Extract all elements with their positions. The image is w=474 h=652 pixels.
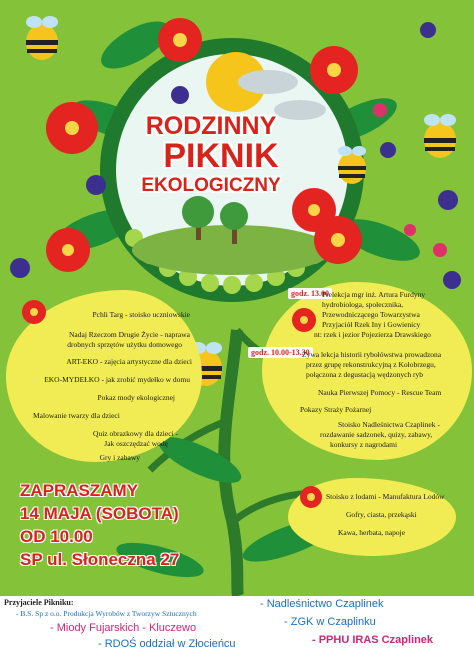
left-item-7: Quiz obrazkowy dla dzieci - xyxy=(93,429,178,438)
right-item-1-line-4: Przyjaciół Rzek Iny i Gowienicy xyxy=(322,320,421,329)
right-item-4: Pokazy Straży Pożarnej xyxy=(300,405,372,414)
right-item-3: Nauka Pierwszej Pomocy - Rescue Team xyxy=(318,388,442,397)
right-item-5-line-1: Stoisko Nadleśnictwa Czaplinek - xyxy=(338,420,440,429)
food-item-3: Kawa, herbata, napoje xyxy=(338,528,406,537)
bee xyxy=(424,114,456,158)
invite-line-1: ZAPRASZAMY xyxy=(20,481,139,500)
left-item-2: Nadaj Rzeczom Drugie Życie - naprawa xyxy=(69,330,190,339)
right-item-1-line-1: Prelekcja mgr inż. Arturа Furdyny xyxy=(322,290,426,299)
tree xyxy=(182,196,214,228)
right-item-2-line-2: przez grupę rekonstrukcyjną z Kołobrzegu, xyxy=(306,360,436,369)
title-line-2: PIKNIK xyxy=(163,137,279,175)
food-item-1: Stoisko z lodami - Manufaktura Lodów xyxy=(326,492,445,501)
left-item-1: Pchli Targ - stoisko uczniowskie xyxy=(92,310,190,319)
right-item-1-line-2: hydrobiologa, społecznika, xyxy=(322,300,404,309)
sponsor-left-3: - RDOŚ oddział w Złocieńcu xyxy=(98,638,236,650)
sponsor-left-1: - B.S. Sp z o.o. Produkcja Wyrobów z Tworzyw Sztucznych xyxy=(16,609,197,618)
left-item-2b: drobnych sprzętów użytku domowego xyxy=(67,340,182,349)
footer-heading: Przyjaciele Pikniku: xyxy=(4,598,74,607)
sponsors-footer xyxy=(0,596,474,652)
left-item-7b: Jak oszczędzać wodę xyxy=(104,439,168,448)
sponsor-right-3: - PPHU IRAS Czaplinek xyxy=(312,634,434,646)
right-item-5-line-3: konkursy z nagrodami xyxy=(330,440,398,449)
left-item-5: Pokaz mody ekologicznej xyxy=(97,393,175,402)
right-item-5-line-2: rozdawanie sadzonek, quizy, zabawy, xyxy=(320,430,433,439)
time-badge-1: godz. 13.00 xyxy=(288,288,332,299)
left-item-6: Malowanie twarzy dla dzieci xyxy=(33,411,120,420)
invite-line-4: SP ul. Słoneczna 27 xyxy=(20,550,180,569)
invite-line-3: OD 10.00 xyxy=(20,527,93,546)
bee xyxy=(26,16,58,60)
time-badge-2: godz. 10.00-13.30 xyxy=(248,347,313,358)
left-item-4: EKO-MYDEŁKO - jak zrobić mydełko w domu xyxy=(44,375,190,384)
red-flower-icon xyxy=(298,484,324,510)
title-line-3: EKOLOGICZNY xyxy=(141,175,281,196)
right-item-1-line-5: nt: rzek i jezior Pojezierza Drawskiego xyxy=(314,330,431,339)
left-item-3: ART-EKO - zajęcia artystyczne dla dzieci xyxy=(66,357,192,366)
food-item-2: Gofry, ciasta, przekąski xyxy=(346,510,417,519)
right-item-1-line-3: Przewodniczącego Towarzystwa xyxy=(322,310,420,319)
sponsor-right-1: - Nadleśnictwo Czaplinek xyxy=(260,598,384,610)
right-item-2-line-1: Żywa lekcja historii rybołówstwa prowadzona xyxy=(302,350,442,359)
sponsor-left-2: - Miody Fujarskich - Kluczewo xyxy=(50,622,197,634)
tree xyxy=(220,202,248,230)
title-line-1: RODZINNY xyxy=(145,112,277,140)
sponsor-right-2: - ZGK w Czaplinku xyxy=(284,616,376,628)
left-item-8: Gry i zabawy xyxy=(99,453,140,462)
invite-line-2: 14 MAJA (SOBOTA) xyxy=(20,504,179,523)
cloud xyxy=(238,70,298,94)
right-item-2-line-3: połączona z degustacją wędzonych ryb xyxy=(306,370,424,379)
